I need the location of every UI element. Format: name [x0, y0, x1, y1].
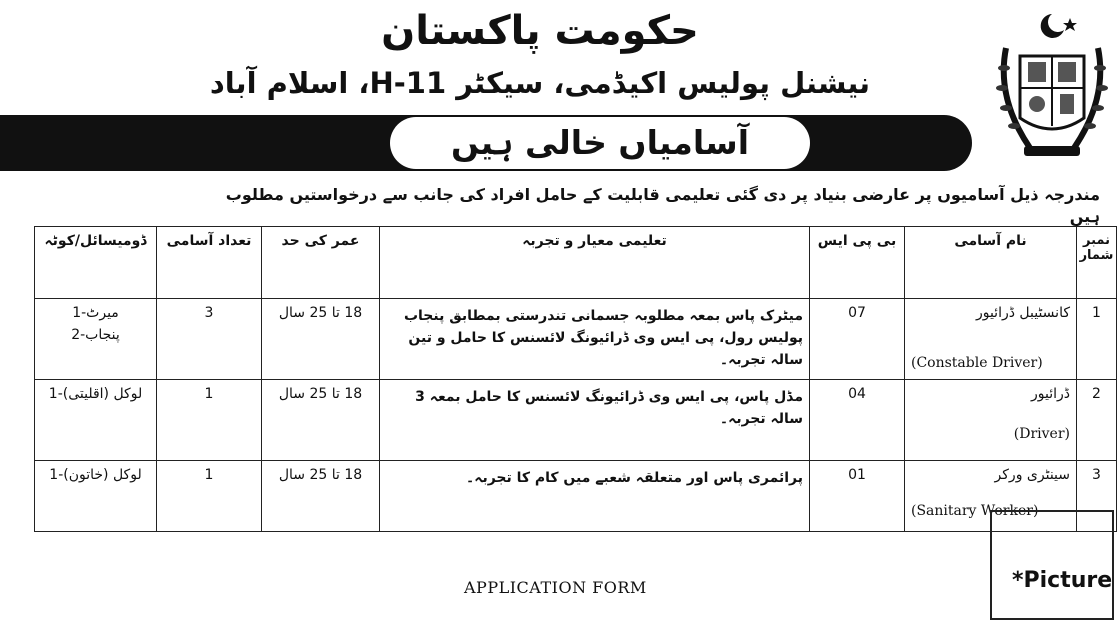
- row-post: [905, 380, 1077, 461]
- header-count: تعداد آسامی: [157, 227, 262, 299]
- domicile-line: لوکل (اقلیتی)-1: [48, 386, 143, 402]
- row-count: 3: [157, 299, 262, 380]
- row-qualification: مڈل پاس، پی ایس وی ڈرائیونگ لائسنس کا حامل بمعہ 3 سالہ تجربہ۔: [380, 380, 810, 461]
- row-domicile: [35, 380, 157, 461]
- header-age: عمر کی حد: [262, 227, 380, 299]
- table-row: [35, 461, 1117, 532]
- row-count: 1: [157, 380, 262, 461]
- row-post: [905, 299, 1077, 380]
- header-bps: بی پی ایس: [810, 227, 905, 299]
- row-bps: 07: [810, 299, 905, 380]
- post-name-english: (Sanitary Worker): [911, 503, 1039, 519]
- post-name-urdu: سینٹری ورکر: [994, 467, 1070, 483]
- row-serial: 1: [1077, 299, 1117, 380]
- post-name-english: (Driver): [1013, 426, 1070, 442]
- header-domicile: ڈومیسائل/کوٹہ: [35, 227, 157, 299]
- application-form-title: APPLICATION FORM: [464, 578, 647, 597]
- banner-text: آسامیاں خالی ہیں: [390, 117, 810, 169]
- header-serial: نمبر شمار: [1077, 227, 1117, 299]
- row-count: 1: [157, 461, 262, 532]
- header-subtitle: نیشنل پولیس اکیڈمی، سیکٹر H-11، اسلام آباد: [209, 66, 871, 100]
- table-header-row: [35, 227, 1117, 299]
- post-name-urdu: کانسٹیبل ڈرائیور: [975, 305, 1070, 321]
- row-bps: 04: [810, 380, 905, 461]
- table-row: [35, 299, 1117, 380]
- post-name-english: (Constable Driver): [911, 355, 1043, 371]
- row-age: 18 تا 25 سال: [262, 461, 380, 532]
- row-age: 18 تا 25 سال: [262, 299, 380, 380]
- vacancy-table: [34, 226, 1117, 532]
- domicile-line: لوکل (خاتون)-1: [49, 467, 142, 483]
- header-title: حکومت پاکستان: [381, 8, 699, 54]
- picture-box: [990, 510, 1114, 620]
- row-serial: 3: [1077, 461, 1117, 532]
- header-qualification: تعلیمی معیار و تجربہ: [380, 227, 810, 299]
- row-domicile: [35, 299, 157, 380]
- picture-label: *Picture: [1012, 568, 1113, 593]
- row-domicile: [35, 461, 157, 532]
- intro-text: مندرجہ ذیل آسامیوں پر عارضی بنیاد پر دی گئی تعلیمی قابلیت کے حامل افراد کی جانب سے درخواستیں مطلوب ہیں: [225, 185, 1100, 226]
- row-qualification: پرائمری پاس اور متعلقہ شعبے میں کام کا تجربہ۔: [380, 461, 810, 532]
- row-serial: 2: [1077, 380, 1117, 461]
- header-post: نام آسامی: [905, 227, 1077, 299]
- government-emblem-icon: [990, 8, 1114, 168]
- row-qualification: میٹرک پاس بمعہ مطلوبہ جسمانی تندرستی بمطابق پنجاب پولیس رول، پی ایس وی ڈرائیونگ لائسنس کا حامل و تین سالہ تجربہ۔: [380, 299, 810, 380]
- domicile-line: میرٹ-1: [72, 305, 119, 321]
- table-row: [35, 380, 1117, 461]
- post-name-urdu: ڈرائیور: [1031, 386, 1070, 402]
- row-age: 18 تا 25 سال: [262, 380, 380, 461]
- row-bps: 01: [810, 461, 905, 532]
- domicile-line: پنجاب-2: [71, 327, 120, 343]
